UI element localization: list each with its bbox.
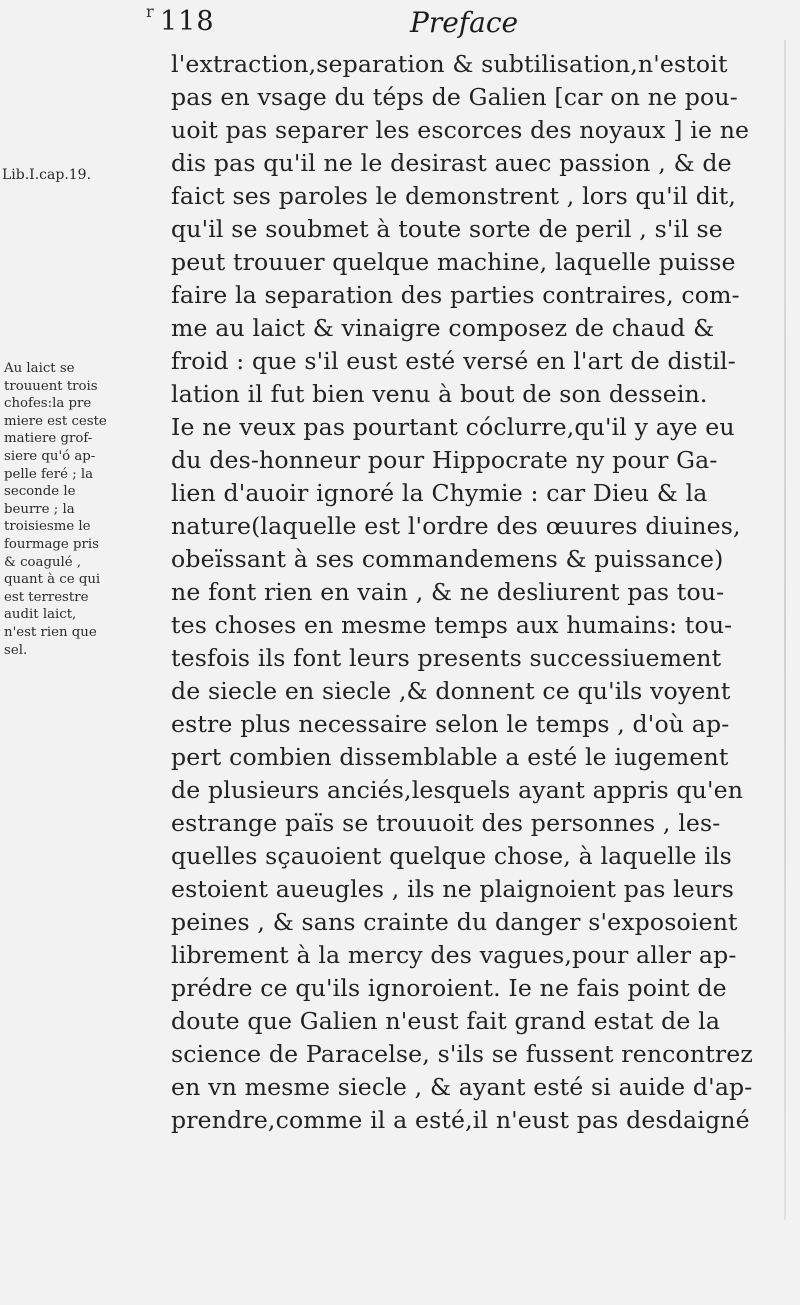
corner-mark: r (146, 2, 154, 21)
text-line: estoient aueugles , ils ne plaignoient pas leurs (171, 875, 734, 903)
margin-note-line: fourmage pris (4, 536, 99, 552)
text-line: estre plus necessaire selon le temps , d'où ap- (171, 710, 730, 738)
text-line: pert combien dissemblable a esté le iugement (171, 743, 729, 771)
margin-note-line: miere est ceste (4, 413, 107, 429)
margin-note-line: Au laict se (4, 361, 75, 376)
text-line: tes choses en mesme temps aux humains: tou- (171, 611, 733, 639)
margin-note-line: siere qu'ó ap- (4, 448, 96, 464)
text-line: peut trouuer quelque machine, laquelle puisse (171, 248, 736, 276)
text-line: ne font rien en vain , & ne desliurent pas tou- (171, 578, 725, 606)
text-line: dis pas qu'il ne le desirast auec passion , & de (171, 149, 732, 177)
page-number: 118 (160, 6, 215, 37)
text-line: froid : que s'il eust esté versé en l'art de distil- (171, 347, 736, 375)
text-line: de siecle en siecle ,& donnent ce qu'ils voyent (171, 677, 731, 705)
text-line: me au laict & vinaigre composez de chaud & (171, 314, 715, 342)
text-line: tesfois ils font leurs presents successiuement (171, 644, 722, 672)
margin-note-line: quant à ce qui (4, 572, 101, 588)
text-line: faict ses paroles le demonstrent , lors qu'il dit, (171, 182, 736, 210)
margin-note-line: n'est rien que (4, 624, 97, 640)
text-line: science de Paracelse, s'ils se fussent rencontrez (171, 1040, 753, 1068)
text-line: quelles sçauoient quelque chose, à laquelle ils (171, 842, 732, 870)
margin-note-line: pelle feré ; la (4, 466, 94, 482)
margin-note-line: est terrestre (4, 589, 89, 605)
text-line: faire la separation des parties contraires, com- (171, 281, 740, 309)
margin-note-line: trouuent trois (4, 378, 98, 394)
body-text (171, 48, 786, 1137)
text-line: de plusieurs anciés,lesquels ayant appris qu'en (171, 776, 744, 804)
text-line: qu'il se soubmet à toute sorte de peril , s'il se (171, 215, 723, 243)
margin-note (4, 360, 144, 659)
margin-note-line: & coagulé , (4, 554, 82, 570)
text-line: uoit pas separer les escorces des noyaux ] ie ne (171, 116, 750, 144)
text-line: peines , & sans crainte du danger s'exposoient (171, 908, 738, 936)
text-line: du des-honneur pour Hippocrate ny pour Ga- (171, 446, 718, 474)
text-line: pas en vsage du téps de Galien [car on ne pou- (171, 83, 738, 111)
margin-note-line: seconde le (4, 484, 76, 500)
margin-reference: Lib.I.cap.19. (2, 167, 92, 183)
text-line: obeïssant à ses commandemens & puissance) (171, 545, 724, 573)
text-line: lation il fut bien venu à bout de son dessein. (171, 380, 708, 408)
text-line: nature(laquelle est l'ordre des œuures diuines, (171, 512, 741, 540)
margin-note-line: audit laict, (4, 607, 77, 623)
running-head: Preface (410, 6, 519, 39)
margin-note-line: beurre ; la (4, 501, 75, 517)
margin-note-line: troisiesme le (4, 519, 91, 535)
text-line: lien d'auoir ignoré la Chymie : car Dieu & la (171, 479, 708, 507)
text-line: en vn mesme siecle , & ayant esté si auide d'ap- (171, 1073, 753, 1101)
text-line: estrange païs se trouuoit des personnes , les- (171, 809, 721, 837)
text-line: librement à la mercy des vagues,pour aller ap- (171, 941, 737, 969)
margin-note-line: matiere grof- (4, 431, 93, 447)
text-line: prendre,comme il a esté,il n'eust pas desdaigné (171, 1106, 750, 1134)
text-line: Ie ne veux pas pourtant cóclurre,qu'il y aye eu (171, 413, 735, 441)
text-line: prédre ce qu'ils ignoroient. Ie ne fais point de (171, 974, 727, 1002)
text-line: doute que Galien n'eust fait grand estat de la (171, 1007, 721, 1035)
margin-note-line: sel. (4, 642, 28, 658)
text-line: l'extraction,separation & subtilisation,n'estoit (171, 50, 728, 78)
margin-note-line: chofes:la pre (4, 396, 92, 412)
